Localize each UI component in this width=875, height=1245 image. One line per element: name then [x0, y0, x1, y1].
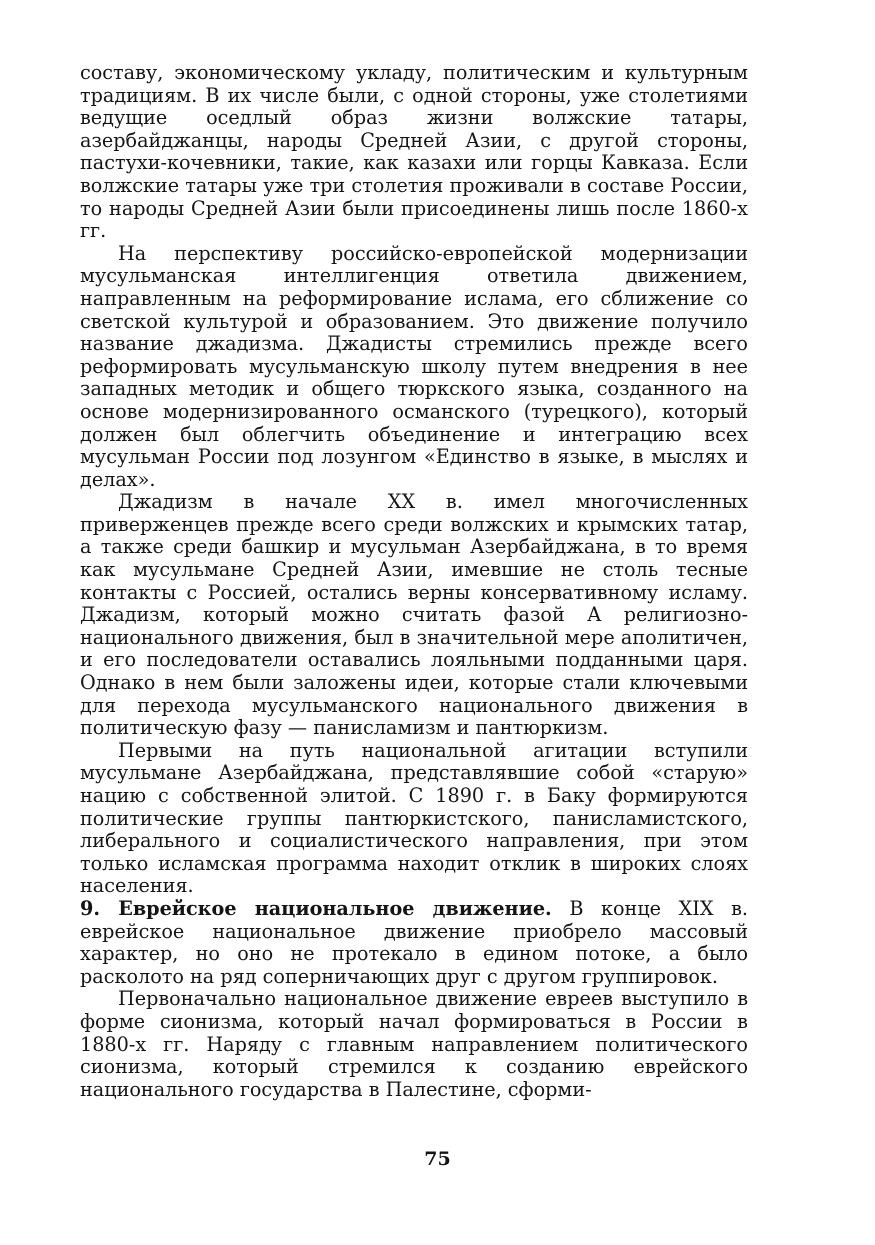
page-number: 75 — [424, 1148, 451, 1170]
paragraph-4: Первыми на путь национальной агитации вступили мусульмане Азербайджана, представлявшие собой «старую» нацию с собственной элитой. С 1890 г. в Баку формируются политические группы пантюркистского, панисламистского, либерального и социалистического направления, при этом только исламская программа находит отклик в широких слоях населения. — [80, 738, 748, 898]
paragraph-2: На перспективу российско-европейской модернизации мусульманская интеллигенция ответила движением, направленным на реформирование ислама, его сближение со светской культурой и образованием. Это движение получило название джадизма. Джадисты стремились прежде всего реформировать мусульманскую школу путем внедрения в нее западных методик и общего тюркского языка, созданного на основе модернизированного османского (турецкого), который должен был облегчить объединение и интеграцию всех мусульман России под лозунгом «Единство в языке, в мыслях и делах». — [80, 241, 748, 491]
section-paragraph — [80, 898, 748, 988]
document-page — [80, 62, 748, 1101]
paragraph-final: Первоначально национальное движение евреев выступило в форме сионизма, который начал формироваться в России в 1880-х гг. Наряду с главным направлением политического сионизма, который стремился к созданию еврейского национального государства в Палестине, сформи- — [80, 987, 748, 1101]
paragraph-1: составу, экономическому укладу, политическим и культурным традициям. В их числе были, с одной стороны, уже столетиями ведущие оседлый образ жизни волжские татары, азербайджанцы, народы Средней Азии, с другой стороны, пастухи-кочевники, такие, как казахи или горцы Кавказа. Если волжские татары уже три столетия проживали в составе России, то народы Средней Азии были присоединены лишь после 1860-х гг. — [80, 61, 748, 243]
section-text: В конце XIX в. еврейское национальное движение приобрело массовый характер, но оно не протекало в едином потоке, а было расколото на ряд соперничающих друг с другом группировок. — [80, 896, 748, 988]
section-heading: 9. Еврейское национальное движение. — [80, 896, 552, 920]
paragraph-3: Джадизм в начале XX в. имел многочисленных приверженцев прежде всего среди волжских и крымских татар, а также среди башкир и мусульман Азербайджана, в то время как мусульмане Средней Азии, имевшие не столь тесные контакты с Россией, остались верны консервативному исламу. Джадизм, который можно считать фазой А религиозно-национального движения, был в значительной мере аполитичен, и его последователи оставались лояльными подданными царя. Однако в нем были заложены идеи, которые стали ключевыми для перехода мусульманского национального движения в политическую фазу — панисламизм и пантюркизм. — [80, 490, 748, 740]
